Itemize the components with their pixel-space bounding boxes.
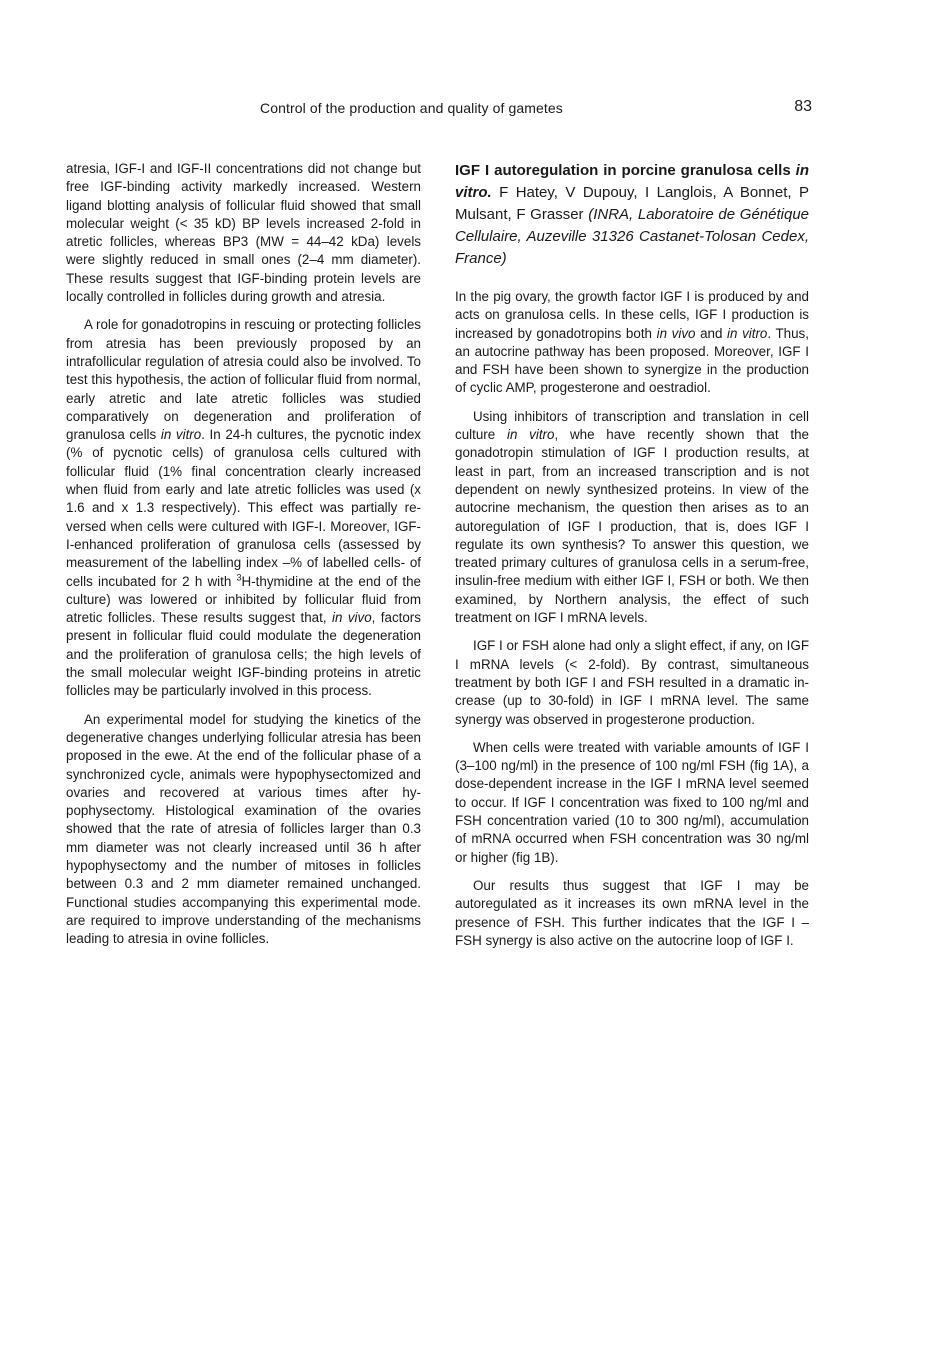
abstract-title-italic: in vitro. <box>455 162 809 201</box>
right-paragraph-5: Our results thus suggest that IGF I may be autoregulated as it increases its own mRNA level in the presence of FSH. This further indicates that the IGF I – FSH synergy is also active on the autocrine loop of IGF I. <box>455 877 809 948</box>
left-paragraph-2 <box>66 316 421 700</box>
abstract-heading <box>455 160 809 270</box>
text-run: H-thymidine at the end of the culture) was lowered or inhibited by follicular fluid from atretic follicles. These results suggest that, <box>66 573 421 626</box>
running-title: Control of the production and quality of gametes <box>260 100 563 116</box>
text-run: A role for gonadotropins in rescuing or protecting follicles from atresia has been previously proposed by an intrafollicular regulation of atresia could also be involved. To test this hypothesis, the action of follicular fluid from normal, early atretic and late atretic follicles was studied comparatively on degeneration and proliferation of granulosa cells <box>66 317 421 443</box>
text-run: In the pig ovary, the growth factor IGF I is produced by and acts on granulosa cells. In these cells, IGF I production is increased by gonadotropins both <box>455 289 809 341</box>
text-run: . In 24-h cultures, the pycnotic index (% of pycnotic cells) of granulosa cells cultured with follicular fluid (1% final concentration clearly increased when fluid from early and late atretic follicles was used (x 1.6 and x 1.3 respectively). This effect was partially reversed when cells were cultured with IGF-I. Moreover, IGF-I-enhanced proliferation of granulosa cells (assessed by measurement of the labelling index –% of labelled cells- of cells incubated for 2 h with <box>66 427 421 589</box>
left-column <box>66 160 421 958</box>
left-paragraph-3: An experimental model for studying the kinetics of the degenerative changes underlying follicular atresia has been proposed in the ewe. At the end of the follicular phase of a synchronized cycle, animals were hypophysectomized and ovaries and recovered at various times after hypophysectomy. Histological examination of the ovaries showed that the rate of atresia of follicles larger than 0.3 mm diameter was not clearly increased until 36 h after hypophysectomy and the number of mitoses in follicles between 0.3 and 2 mm diameter remained unchanged. Functional studies accompanying this experimental mode. are required to improve understanding of the mechanisms leading to atresia in ovine follicles. <box>66 711 421 947</box>
text-run: . Thus, an autocrine pathway has been proposed. Moreover, IGF I and FSH have been shown to synergize in the production of cyclic AMP, progesterone and oestradiol. <box>455 325 809 396</box>
abstract-title: IGF I autoregulation in porcine granulosa cells <box>455 162 791 179</box>
abstract-affiliation: (INRA, Laboratoire de Génétique Cellulaire, Auzeville 31326 Castanet-Tolosan Cedex, France) <box>455 206 809 267</box>
right-paragraph-3: IGF I or FSH alone had only a slight effect, if any, on IGF I mRNA levels (< 2-fold). By contrast, simultaneous treatment by both IGF I and FSH resulted in a dramatic increase (up to 30-fold) in IGF I mRNA level. The same synergy was observed in progesterone production. <box>455 638 809 727</box>
page-header <box>60 100 812 126</box>
right-paragraph-1 <box>455 288 809 398</box>
italic-run: in vitro <box>160 427 202 443</box>
abstract-authors: F Hatey, V Dupouy, I Langlois, A Bonnet, P Mulsant, F Grasser <box>455 184 809 223</box>
italic-run: in vitro <box>506 427 555 443</box>
italic-run: in vivo <box>331 610 372 626</box>
text-run: and <box>695 325 728 341</box>
text-run: , whe have recently shown that the gonadotropin stimulation of IGF I production results, at least in part, from an increased transcription and is not dependent on newly synthesized proteins. In view of the autocrine mechanism, the question then arises as to an autoregulation of IGF I production, that is, does IGF I regulate its own synthesis? To answer this question, we treated primary cultures of granulosa cells in a serum-free, insulin-free medium with either IGF I, FSH or both. We then examined, by Northern analysis, the effect of such treatment on IGF I mRNA levels. <box>455 427 809 626</box>
right-paragraph-4: When cells were treated with variable amounts of IGF I (3–100 ng/ml) in the presence of 100 ng/ml FSH (fig 1A), a dose-dependent increase in the IGF I mRNA level seemed to occur. If IGF I concentration was fixed to 100 ng/ml and FSH concentration varied (10 to 300 ng/ml), accumulation of mRNA occurred when FSH concentration was 30 ng/ml or higher (fig 1B). <box>455 739 809 865</box>
page-number: 83 <box>794 98 812 115</box>
text-run: , factors present in follicular fluid could modulate the degeneration and the proliferation of granulosa cells; the high levels of the small molecular weight IGF-binding proteins in atretic follicles may be particularly involved in this process. <box>66 610 421 699</box>
text-run: Using inhibitors of transcription and translation in cell culture <box>455 408 809 443</box>
italic-run: in vitro <box>727 325 768 341</box>
superscript: 3 <box>236 572 242 583</box>
right-column <box>455 160 809 960</box>
italic-run: in vivo <box>656 325 696 341</box>
left-paragraph-1: atresia, IGF-I and IGF-II concentrations did not change but free IGF-binding activity markedly increased. Western ligand blotting analysis of follicular fluid showed that small molecular weight (< 35 kD) BP levels increased 2-fold in atretic follicles, whereas BP3 (MW = 44–42 kDa) levels were slightly reduced in small ones (2–4 mm diameter). These results suggest that IGF-binding protein levels are locally controlled in follicles during growth and atresia. <box>66 161 421 305</box>
right-paragraph-2 <box>455 408 809 628</box>
